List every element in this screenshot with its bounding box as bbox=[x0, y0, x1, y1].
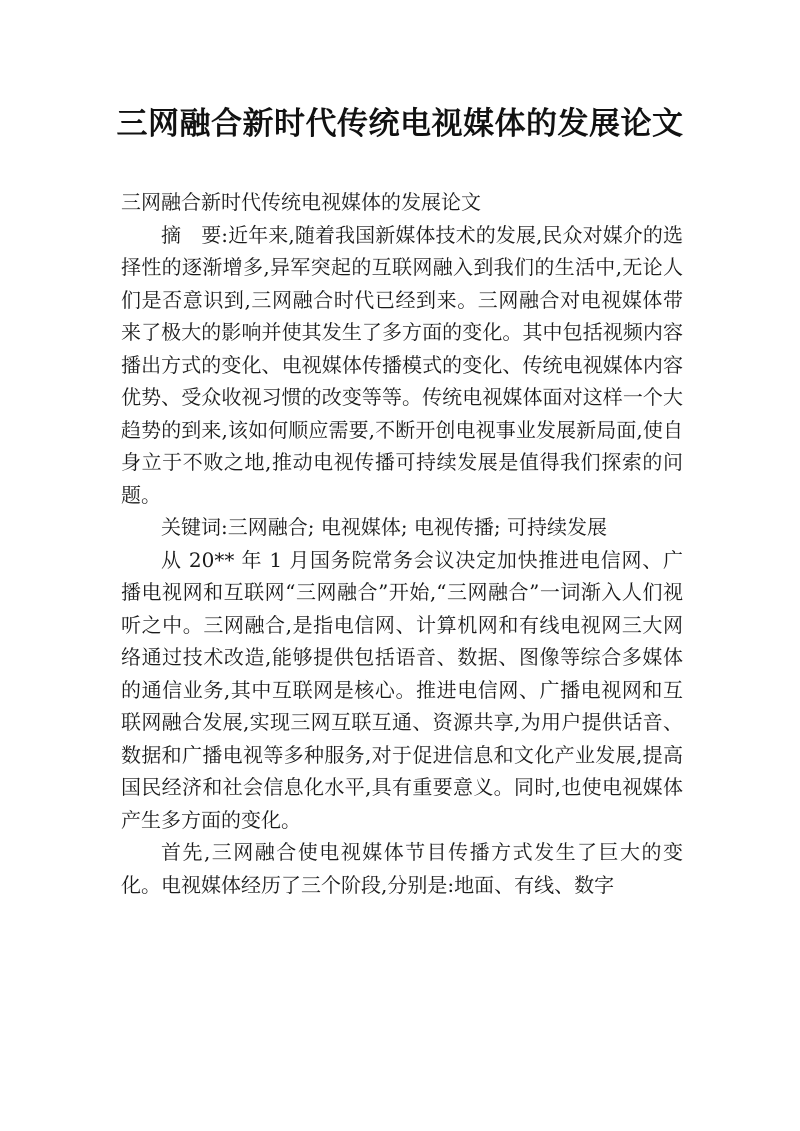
abstract-paragraph: 摘 要:近年来,随着我国新媒体技术的发展,民众对媒介的选择性的逐渐增多,异军突起的互联网融入到我们的生活中,无论人们是否意识到,三网融合时代已经到来。三网融合对电视媒体带来了极大的影响并使其发生了多方面的变化。其中包括视频内容播出方式的变化、电视媒体传播模式的变化、传统电视媒体内容优势、受众收视习惯的改变等等。传统电视媒体面对这样一个大趋势的到来,该如何顺应需要,不断开创电视事业发展新局面,使自身立于不败之地,推动电视传播可持续发展是值得我们探索的问题。 bbox=[121, 222, 683, 507]
body-paragraph-1: 从 20** 年 1 月国务院常务会议决定加快推进电信网、广播电视网和互联网“三网融合”开始,“三网融合”一词渐入人们视听之中。三网融合,是指电信网、计算机网和有线电视网三大网络通过技术改造,能够提供包括语音、数据、图像等综合多媒体的通信业务,其中互联网是核心。推进电信网、广播电视网和互联网融合发展,实现三网互联互通、资源共享,为用户提供话音、数据和广播电视等多种服务,对于促进信息和文化产业发展,提高国民经济和社会信息化水平,具有重要意义。同时,也使电视媒体产生多方面的变化。 bbox=[121, 547, 683, 832]
document-body bbox=[121, 186, 683, 901]
document-subtitle: 三网融合新时代传统电视媒体的发展论文 bbox=[121, 190, 481, 214]
body-paragraph-2: 首先,三网融合使电视媒体节目传播方式发生了巨大的变化。电视媒体经历了三个阶段,分别是:地面、有线、数字 bbox=[121, 840, 683, 897]
keywords-line: 关键词:三网融合; 电视媒体; 电视传播; 可持续发展 bbox=[161, 515, 608, 539]
document-title: 三网融合新时代传统电视媒体的发展论文 bbox=[116, 106, 684, 142]
